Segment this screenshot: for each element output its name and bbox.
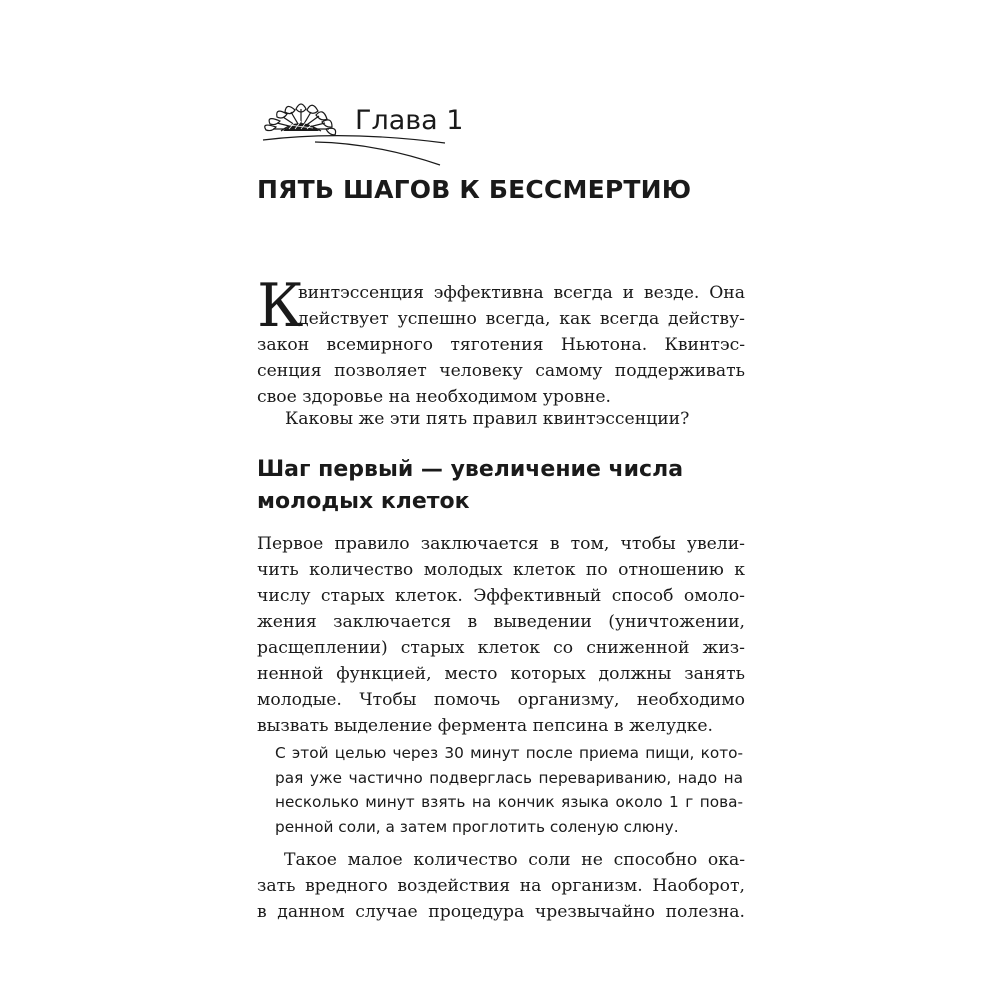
paragraph-line: молодые. Чтобы помочь организму, необходимо [257,690,745,710]
section-heading-line: молодых клеток [257,489,470,514]
intro-line: сенция позволяет человеку самому поддерживать [257,361,745,381]
note-line: ренной соли, а затем проглотить соленую слюну. [275,817,679,836]
paragraph-line: числу старых клеток. Эффективный способ омоло- [257,586,745,606]
intro-line: свое здоровье на необходимом уровне. [257,387,611,407]
note-line: рая уже частично подверглась перевариванию, надо на [275,768,743,787]
instruction-note [275,741,743,839]
paragraph-line: вызвать выделение фермента пепсина в желудке. [257,716,714,736]
paragraph-line: жения заключается в выведении (уничтожении, [257,612,745,632]
intro-line: действует успешно всегда, как всегда действу- [298,309,745,329]
note-line: несколько минут взять на кончик языка около 1 г пова- [275,793,743,811]
chapter-label: Глава 1 [355,105,464,136]
paragraph-line: чить количество молодых клеток по отношению к [257,560,745,580]
chapter-title: ПЯТЬ ШАГОВ К БЕССМЕРТИЮ [257,175,692,204]
paragraph-line: ненной функцией, место которых должны занять [257,664,745,684]
intro-line: винтэссенция эффективна всегда и везде. Она [298,283,745,303]
note-line: С этой целью через 30 минут после приема пищи, кото- [275,744,743,762]
section-heading-line: Шаг первый — увеличение числа [257,457,684,482]
paragraph-line: зать вредного воздействия на организм. Наоборот, [257,876,745,896]
intro-line: закон всемирного тяготения Ньютона. Квинтэс- [257,335,745,355]
paragraph-line: Такое малое количество соли не способно ока- [284,850,745,870]
paragraph-line: расщеплении) старых клеток со сниженной жиз- [257,638,745,658]
drop-cap: К [257,271,304,341]
intro-paragraph [257,271,745,410]
chapter-header [255,95,464,175]
section-heading [257,454,683,518]
paragraph-line: в данном случае процедура чрезвычайно полезна. [257,902,745,922]
paragraph-salt-effect [257,847,745,925]
paragraph-line: Первое правило заключается в том, чтобы увели- [257,534,745,554]
paragraph-first-rule [257,531,745,739]
intro-question: Каковы же эти пять правил квинтэссенции? [285,409,690,429]
